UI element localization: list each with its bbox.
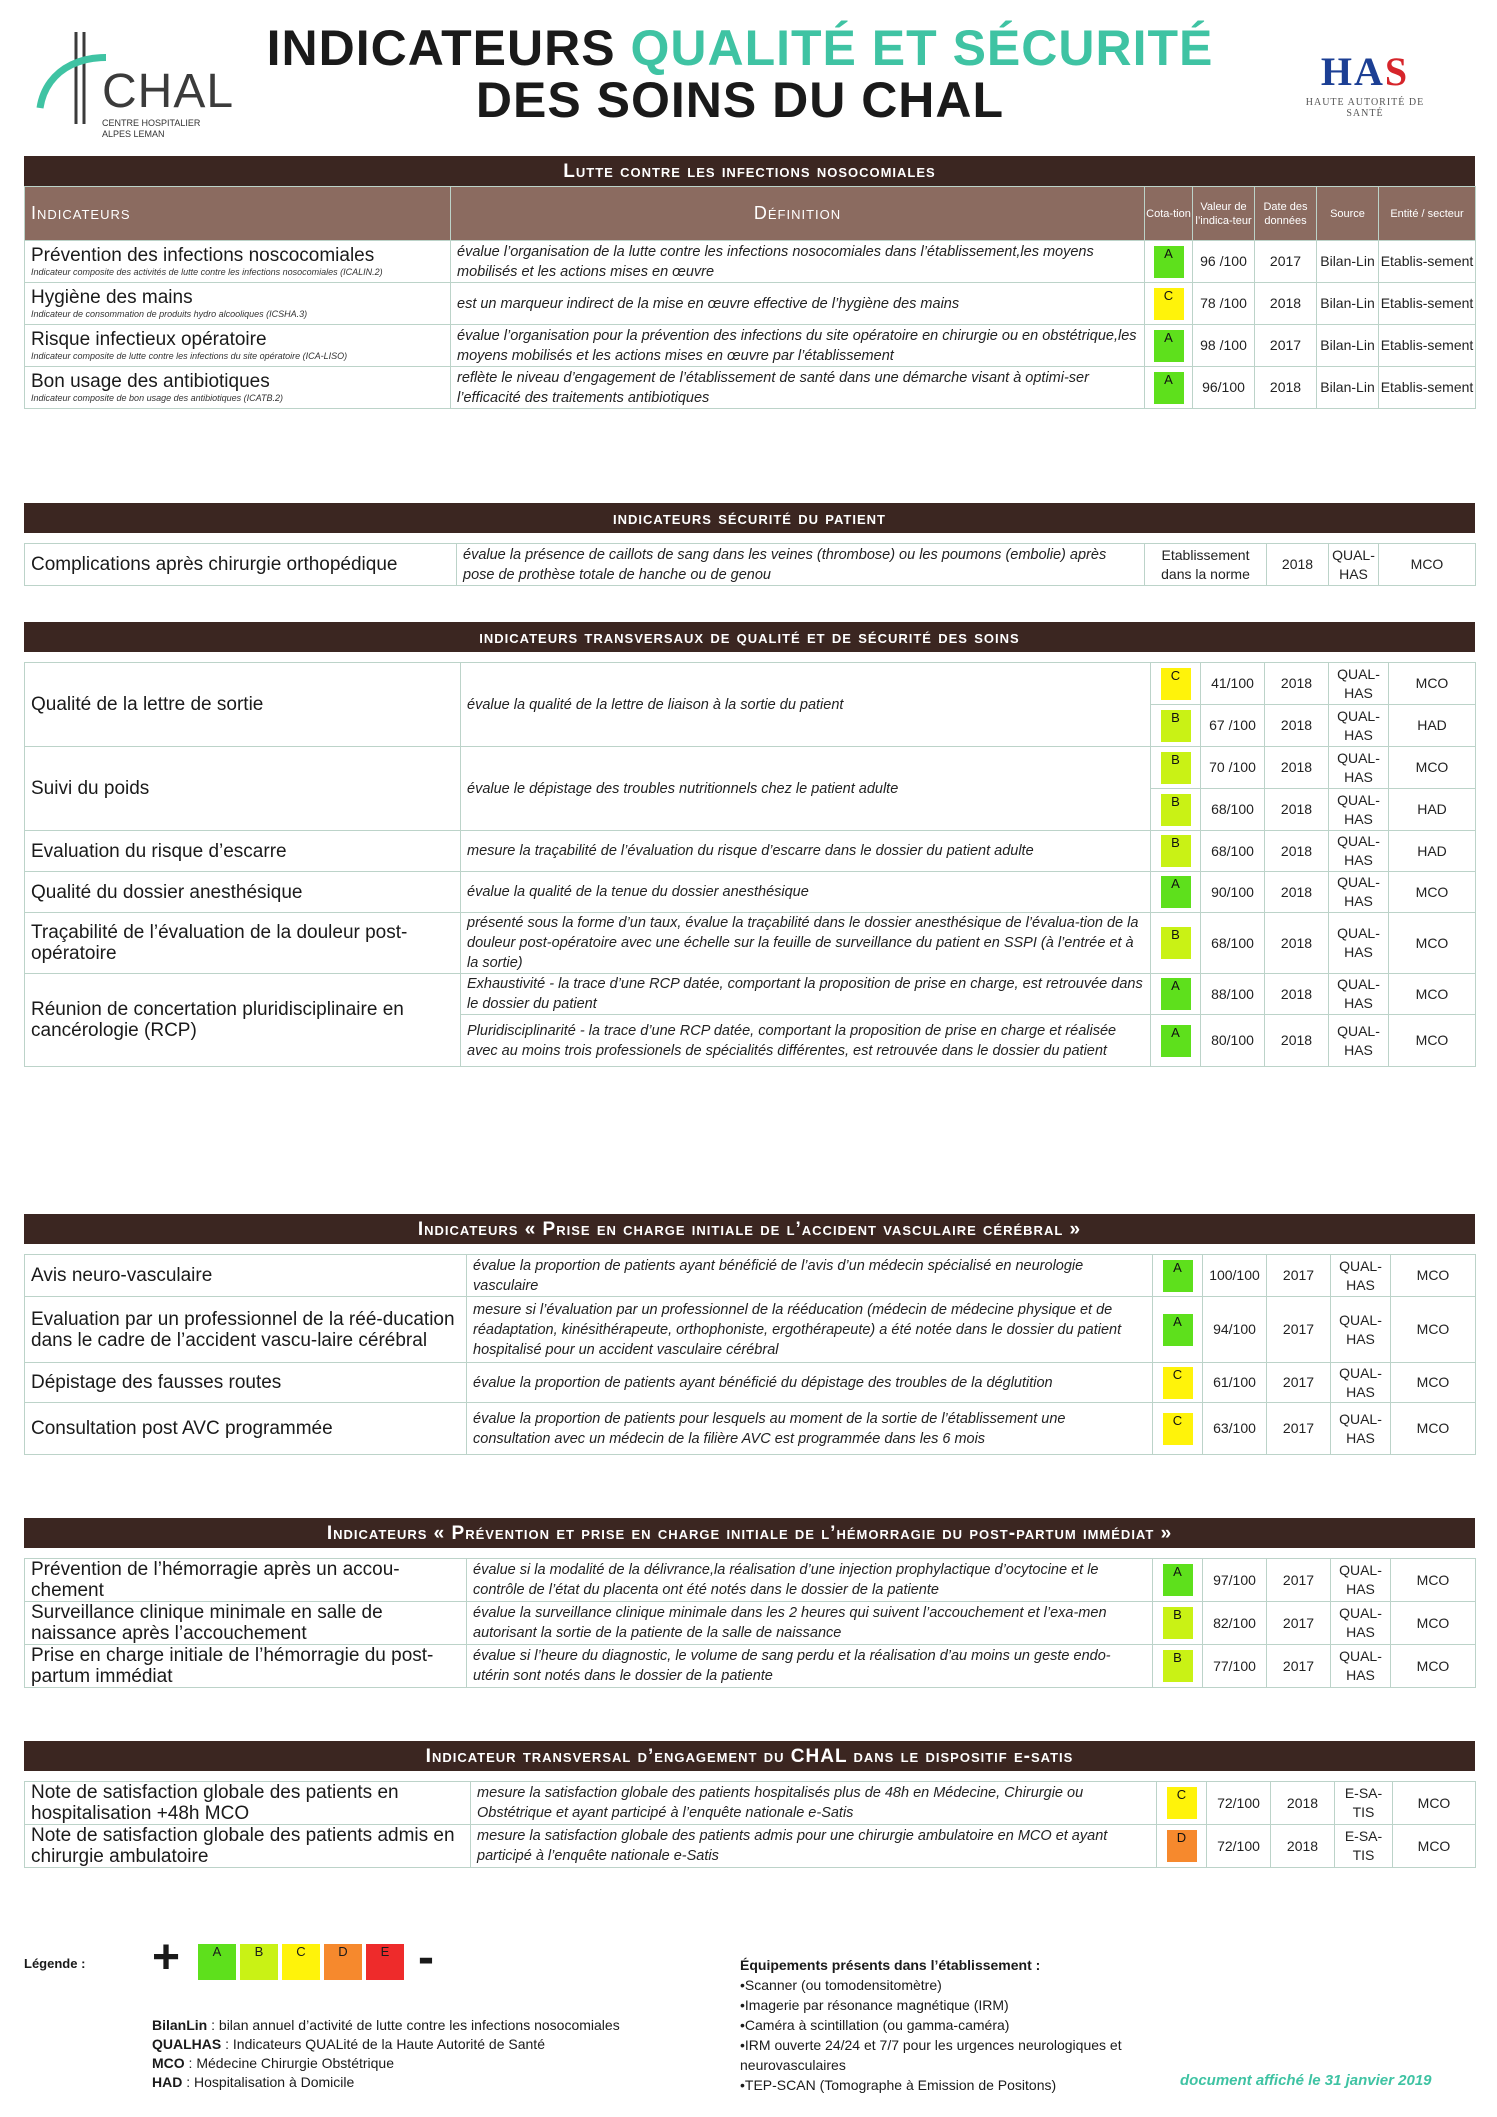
entity-cell: MCO — [1391, 1363, 1476, 1403]
cotation-cell — [1151, 663, 1201, 705]
entity-cell: MCO — [1391, 1559, 1476, 1602]
indicator-name: Consultation post AVC programmée — [25, 1403, 467, 1455]
legend-label: Légende : — [24, 1956, 86, 1971]
equipment-item: • Caméra à scintillation (ou gamma-caméra) — [740, 2015, 1180, 2035]
cotation-cell — [1145, 367, 1193, 409]
legend-minus: - — [418, 1931, 434, 1984]
entity-cell: Etablis-sement — [1379, 367, 1476, 409]
grade-badge: C — [1163, 1413, 1193, 1445]
entity-cell: MCO — [1391, 1403, 1476, 1455]
table-row — [25, 872, 1476, 913]
indicator-definition: mesure la satisfaction globale des patients admis pour une chirurgie ambulatoire en MCO et ayant participé à l’enquête nationale e-Satis — [471, 1825, 1157, 1868]
indicator-name — [25, 367, 451, 409]
value-cell: 78 /100 — [1193, 283, 1255, 325]
value-cell: 72/100 — [1207, 1825, 1271, 1868]
entity-cell: MCO — [1379, 544, 1476, 586]
value-cell: 77/100 — [1203, 1645, 1267, 1688]
entity-cell: MCO — [1391, 1645, 1476, 1688]
indicator-title: Bon usage des antibiotiques — [31, 371, 270, 392]
header-cotation: Cota-tion — [1145, 187, 1193, 241]
cotation-cell — [1151, 705, 1201, 747]
entity-cell: MCO — [1389, 747, 1476, 789]
source-cell: QUAL-HAS — [1329, 663, 1389, 705]
has-logo-letters: HA — [1320, 49, 1385, 94]
table-row — [25, 663, 1476, 705]
source-cell: QUAL-HAS — [1331, 1255, 1391, 1297]
year-cell: 2018 — [1265, 789, 1329, 831]
indicator-definition: est un marqueur indirect de la mise en œuvre effective de l’hygiène des mains — [451, 283, 1145, 325]
cotation-cell — [1151, 913, 1201, 974]
patient-safety-table — [24, 543, 1476, 586]
indicator-definition: mesure si l’évaluation par un professionnel de la rééducation (médecin de médecine physique et de réadaptation, kinésithérapeute, orthophoniste, ergothérapeute) a été notée dans le dossier du patient hospitalisé pour un accident vasculaire cérébral — [467, 1297, 1153, 1363]
grade-badge: B — [1163, 1607, 1193, 1639]
chal-logo-subtitle-2: ALPES LEMAN — [102, 129, 165, 139]
indicator-definition: évalue la qualité de la tenue du dossier anesthésique — [461, 872, 1151, 913]
indicator-definition: évalue l’organisation pour la prévention des infections du site opératoire en chirurgie ou en obstétrique,les moyens mobilisés et les actions mises en œuvre par l’établissement — [451, 325, 1145, 367]
indicator-subtitle: Indicateur composite de bon usage des antibiotiques (ICATB.2) — [31, 393, 283, 403]
indicator-name: Evaluation du risque d’escarre — [25, 831, 461, 872]
nosocomial-table — [24, 186, 1476, 409]
abbreviation-text: : Hospitalisation à Domicile — [182, 2074, 355, 2090]
table-row — [25, 1602, 1476, 1645]
entity-cell: HAD — [1389, 705, 1476, 747]
value-cell: 80/100 — [1201, 1015, 1265, 1067]
entity-cell: MCO — [1393, 1825, 1476, 1868]
indicator-name: Qualité de la lettre de sortie — [25, 663, 461, 747]
cotation-cell — [1153, 1602, 1203, 1645]
entity-cell: Etablis-sement — [1379, 241, 1476, 283]
value-cell: 68/100 — [1201, 913, 1265, 974]
source-cell: Bilan-Lin — [1317, 283, 1379, 325]
year-cell: 2018 — [1271, 1782, 1335, 1825]
chal-logo-subtitle-1: CENTRE HOSPITALIER — [102, 118, 201, 128]
indicator-definition: évalue la proportion de patients pour lesquels au moment de la sortie de l’établissement une consultation avec un médecin de la filière AVC est programmée dans les 6 mois — [467, 1403, 1153, 1455]
indicator-definition: mesure la satisfaction globale des patients hospitalisés plus de 48h en Médecine, Chirurgie ou Obstétrique et ayant participé à l’enquête nationale e-Satis — [471, 1782, 1157, 1825]
grade-badge: A — [1154, 330, 1184, 362]
year-cell: 2017 — [1267, 1297, 1331, 1363]
section-title: Indicateur transversal d’engagement du CHAL dans le dispositif e-satis — [24, 1741, 1475, 1771]
section-title: indicateurs sécurité du patient — [24, 503, 1475, 533]
value-cell: 100/100 — [1203, 1255, 1267, 1297]
source-cell: E-SA-TIS — [1335, 1782, 1393, 1825]
abbreviation-key: QUALHAS — [152, 2036, 222, 2052]
grade-badge: B — [1161, 835, 1191, 867]
year-cell: 2018 — [1265, 831, 1329, 872]
cotation-cell — [1151, 1015, 1201, 1067]
cotation-cell — [1151, 974, 1201, 1015]
source-cell: QUAL-HAS — [1329, 705, 1389, 747]
source-cell: QUAL-HAS — [1331, 1363, 1391, 1403]
year-cell: 2017 — [1267, 1255, 1331, 1297]
cotation-cell — [1151, 789, 1201, 831]
abbreviation-line — [152, 2054, 620, 2073]
result-cell: Etablissement dans la norme — [1145, 544, 1267, 586]
equipment-item: • Scanner (ou tomodensitomètre) — [740, 1975, 1180, 1995]
grade-badge: A — [1161, 978, 1191, 1010]
grade-badge: A — [1161, 1025, 1191, 1057]
table-row — [25, 544, 1476, 586]
value-cell: 63/100 — [1203, 1403, 1267, 1455]
abbreviation-text: : Médecine Chirurgie Obstétrique — [184, 2055, 394, 2071]
indicator-name: Avis neuro-vasculaire — [25, 1255, 467, 1297]
equipment-item: • IRM ouverte 24/24 et 7/7 pour les urgences neurologiques et neurovasculaires — [740, 2035, 1180, 2075]
legend-plus: + — [152, 1931, 181, 1984]
legend-grade-d: D — [322, 1942, 364, 1982]
page-header — [0, 0, 1497, 150]
cotation-cell — [1153, 1403, 1203, 1455]
page-title — [240, 22, 1240, 126]
grade-badge: C — [1163, 1367, 1193, 1399]
year-cell: 2017 — [1267, 1602, 1331, 1645]
equipment-list — [740, 1975, 1180, 2095]
source-cell: QUAL-HAS — [1329, 789, 1389, 831]
source-cell: Bilan-Lin — [1317, 367, 1379, 409]
title-line1-green: QUALITÉ ET SÉCURITÉ — [630, 20, 1214, 76]
section-nosocomial — [24, 156, 1475, 409]
section-hpp — [24, 1518, 1475, 1688]
cotation-cell — [1153, 1559, 1203, 1602]
abbreviation-line — [152, 2073, 620, 2092]
year-cell: 2018 — [1265, 913, 1329, 974]
grade-badge: C — [1161, 668, 1191, 700]
entity-cell: HAD — [1389, 831, 1476, 872]
grade-badge: B — [1161, 710, 1191, 742]
grade-badge: C — [1167, 1787, 1197, 1819]
indicator-definition: évalue la proportion de patients ayant bénéficié de l’avis d’un médecin spécialisé en neurologie vasculaire — [467, 1255, 1153, 1297]
source-cell: QUAL-HAS — [1331, 1559, 1391, 1602]
year-cell: 2018 — [1271, 1825, 1335, 1868]
year-cell: 2018 — [1255, 283, 1317, 325]
indicator-name: Suivi du poids — [25, 747, 461, 831]
cotation-cell — [1153, 1645, 1203, 1688]
value-cell: 72/100 — [1207, 1782, 1271, 1825]
source-cell: QUAL-HAS — [1329, 974, 1389, 1015]
section-title: Lutte contre les infections nosocomiales — [24, 156, 1475, 186]
year-cell: 2017 — [1267, 1559, 1331, 1602]
indicator-definition: évalue si la modalité de la délivrance,la réalisation d’une injection prophylactique d’ocytocine et le contrôle de l’état du placenta ont été notés dans le dossier de la patiente — [467, 1559, 1153, 1602]
year-cell: 2018 — [1265, 663, 1329, 705]
section-avc — [24, 1214, 1475, 1455]
indicator-name: Prise en charge initiale de l’hémorragie du post-partum immédiat — [25, 1645, 467, 1688]
hpp-table — [24, 1558, 1476, 1688]
year-cell: 2018 — [1265, 1015, 1329, 1067]
entity-cell: MCO — [1389, 974, 1476, 1015]
value-cell: 90/100 — [1201, 872, 1265, 913]
value-cell: 67 /100 — [1201, 705, 1265, 747]
indicator-definition: évalue si l’heure du diagnostic, le volume de sang perdu et la réalisation d’au moins un geste endo-utérin sont notés dans le dossier de la patiente — [467, 1645, 1153, 1688]
source-cell: Bilan-Lin — [1317, 241, 1379, 283]
cotation-cell — [1153, 1297, 1203, 1363]
indicator-definition: reflète le niveau d’engagement de l’établissement de santé dans une démarche visant à optimi-ser l’efficacité des traitements antibiotiques — [451, 367, 1145, 409]
abbreviation-line — [152, 2016, 620, 2035]
table-row — [25, 747, 1476, 789]
table-row — [25, 1645, 1476, 1688]
year-cell: 2017 — [1267, 1645, 1331, 1688]
indicator-definition: évalue la surveillance clinique minimale dans les 2 heures qui suivent l’accouchement et l’exa-men autorisant la sortie de la patiente de la salle de naissance — [467, 1602, 1153, 1645]
indicator-name: Complications après chirurgie orthopédique — [25, 544, 457, 586]
section-transversal — [24, 622, 1475, 1067]
value-cell: 88/100 — [1201, 974, 1265, 1015]
year-cell: 2017 — [1255, 325, 1317, 367]
indicator-subtitle: Indicateur composite des activités de lutte contre les infections nosocomiales (ICALIN.2) — [31, 267, 383, 277]
header-source: Source — [1317, 187, 1379, 241]
abbreviations — [152, 2016, 620, 2092]
section-esatis — [24, 1741, 1475, 1868]
source-cell: QUAL-HAS — [1331, 1645, 1391, 1688]
abbreviation-key: BilanLin — [152, 2017, 208, 2033]
cotation-cell — [1145, 283, 1193, 325]
source-cell: QUAL-HAS — [1329, 872, 1389, 913]
transversal-table — [24, 662, 1476, 1067]
value-cell: 68/100 — [1201, 789, 1265, 831]
table-row — [25, 325, 1476, 367]
entity-cell: HAD — [1389, 789, 1476, 831]
year-cell: 2018 — [1267, 544, 1329, 586]
source-cell: QUAL-HAS — [1329, 747, 1389, 789]
entity-cell: MCO — [1389, 872, 1476, 913]
table-row — [25, 1297, 1476, 1363]
grade-badge: A — [1163, 1314, 1193, 1346]
cotation-cell — [1153, 1363, 1203, 1403]
indicator-definition: mesure la traçabilité de l’évaluation du risque d’escarre dans le dossier du patient adulte — [461, 831, 1151, 872]
entity-cell: MCO — [1389, 1015, 1476, 1067]
title-line2: DES SOINS DU CHAL — [475, 72, 1005, 128]
value-cell: 96/100 — [1193, 367, 1255, 409]
abbreviation-text: : bilan annuel d’activité de lutte contre les infections nosocomiales — [207, 2017, 620, 2033]
grade-badge: B — [1161, 794, 1191, 826]
entity-cell: MCO — [1391, 1297, 1476, 1363]
source-cell: QUAL-HAS — [1331, 1297, 1391, 1363]
year-cell: 2018 — [1265, 974, 1329, 1015]
indicator-title: Hygiène des mains — [31, 287, 193, 308]
table-row — [25, 1559, 1476, 1602]
indicator-name: Dépistage des fausses routes — [25, 1363, 467, 1403]
indicator-name: Prévention de l’hémorragie après un accou-chement — [25, 1559, 467, 1602]
header-indicateurs: Indicateurs — [25, 187, 451, 241]
indicator-name — [25, 325, 451, 367]
indicator-name: Evaluation par un professionnel de la réé-ducation dans le cadre de l’accident vascu-laire cérébral — [25, 1297, 467, 1363]
grade-badge: A — [1163, 1564, 1193, 1596]
cotation-cell — [1153, 1255, 1203, 1297]
title-line1-black: INDICATEURS — [266, 20, 631, 76]
table-row — [25, 1255, 1476, 1297]
source-cell: QUAL-HAS — [1329, 831, 1389, 872]
year-cell: 2018 — [1265, 705, 1329, 747]
cotation-cell — [1151, 872, 1201, 913]
section-patient-safety — [24, 503, 1475, 586]
header-valeur: Valeur de l’indica-teur — [1193, 187, 1255, 241]
indicator-definition: Exhaustivité - la trace d’une RCP datée, comportant la proposition de prise en charge, est retrouvée dans le dossier du patient — [461, 974, 1151, 1015]
grade-badge: B — [1161, 927, 1191, 959]
indicator-name: Qualité du dossier anesthésique — [25, 872, 461, 913]
table-row — [25, 974, 1476, 1015]
avc-table — [24, 1254, 1476, 1455]
indicator-name: Note de satisfaction globale des patients en hospitalisation +48h MCO — [25, 1782, 471, 1825]
header-entite: Entité / secteur — [1379, 187, 1476, 241]
source-cell: QUAL-HAS — [1331, 1403, 1391, 1455]
indicator-definition: évalue la proportion de patients ayant bénéficié du dépistage des troubles de la déglutition — [467, 1363, 1153, 1403]
source-cell: QUAL-HAS — [1329, 913, 1389, 974]
section-title: Indicateurs « Prévention et prise en charge initiale de l’hémorragie du post-partum immédiat » — [24, 1518, 1475, 1548]
table-header-row — [25, 187, 1476, 241]
table-row — [25, 831, 1476, 872]
grade-badge: A — [1154, 372, 1184, 404]
table-row — [25, 1363, 1476, 1403]
chal-logo-mark — [36, 28, 106, 138]
grade-badge: A — [1154, 246, 1184, 278]
has-logo-subtitle: HAUTE AUTORITÉ DE SANTÉ — [1305, 97, 1425, 119]
grade-badge: A — [1161, 876, 1191, 908]
indicator-name — [25, 283, 451, 325]
document-date: document affiché le 31 janvier 2019 — [1180, 2072, 1432, 2089]
indicator-title: Prévention des infections noscocomiales — [31, 245, 375, 266]
grade-badge: A — [1163, 1260, 1193, 1292]
table-row — [25, 913, 1476, 974]
year-cell: 2018 — [1255, 367, 1317, 409]
source-cell: QUAL-HAS — [1329, 544, 1379, 586]
header-date: Date des données — [1255, 187, 1317, 241]
grade-badge: B — [1161, 752, 1191, 784]
abbreviation-key: MCO — [152, 2055, 185, 2071]
table-row — [25, 241, 1476, 283]
abbreviation-key: HAD — [152, 2074, 183, 2090]
value-cell: 82/100 — [1203, 1602, 1267, 1645]
grade-badge: B — [1163, 1650, 1193, 1682]
legend-grade-b: B — [238, 1942, 280, 1982]
legend-scale — [196, 1942, 406, 1982]
legend-grade-c: C — [280, 1942, 322, 1982]
entity-cell: MCO — [1389, 663, 1476, 705]
indicator-name: Réunion de concertation pluridisciplinaire en cancérologie (RCP) — [25, 974, 461, 1067]
year-cell: 2018 — [1265, 747, 1329, 789]
header-definition: Définition — [451, 187, 1145, 241]
indicator-definition: évalue la présence de caillots de sang dans les veines (thrombose) ou les poumons (embolie) après pose de prothèse totale de hanche ou de genou — [457, 544, 1145, 586]
source-cell: QUAL-HAS — [1329, 1015, 1389, 1067]
indicator-definition: évalue l’organisation de la lutte contre les infections nosocomiales dans l’établissement,les moyens mobilisés et les actions mises en œuvre — [451, 241, 1145, 283]
cotation-cell — [1157, 1825, 1207, 1868]
grade-badge: C — [1154, 288, 1184, 320]
has-logo-letter-s: S — [1384, 49, 1410, 94]
table-row — [25, 1782, 1476, 1825]
indicator-definition: évalue la qualité de la lettre de liaison à la sortie du patient — [461, 663, 1151, 747]
table-row — [25, 367, 1476, 409]
equipment — [740, 1955, 1180, 2095]
table-row — [25, 283, 1476, 325]
value-cell: 70 /100 — [1201, 747, 1265, 789]
equipment-item: • Imagerie par résonance magnétique (IRM) — [740, 1995, 1180, 2015]
value-cell: 41/100 — [1201, 663, 1265, 705]
indicator-title: Risque infectieux opératoire — [31, 329, 267, 350]
year-cell: 2017 — [1267, 1403, 1331, 1455]
esatis-table — [24, 1781, 1476, 1868]
indicator-name — [25, 241, 451, 283]
abbreviation-text: : Indicateurs QUALité de la Haute Autorité de Santé — [221, 2036, 545, 2052]
has-logo — [1290, 48, 1440, 118]
section-title: indicateurs transversaux de qualité et de sécurité des soins — [24, 622, 1475, 652]
entity-cell: MCO — [1393, 1782, 1476, 1825]
cotation-cell — [1151, 747, 1201, 789]
chal-logo — [36, 28, 235, 139]
year-cell: 2018 — [1265, 872, 1329, 913]
legend-grade-e: E — [364, 1942, 406, 1982]
indicator-name: Traçabilité de l’évaluation de la douleur post-opératoire — [25, 913, 461, 974]
value-cell: 98 /100 — [1193, 325, 1255, 367]
legend-grade-a: A — [196, 1942, 238, 1982]
year-cell: 2017 — [1255, 241, 1317, 283]
has-logo-word — [1290, 48, 1440, 95]
indicator-definition: présenté sous la forme d’un taux, évalue la traçabilité dans le dossier anesthésique de l’évalua-tion de la douleur post-opératoire avec une échelle sur la feuille de surveillance du patient en SSPI (à l’entrée et à la sortie) — [461, 913, 1151, 974]
indicator-subtitle: Indicateur composite de lutte contre les infections du site opératoire (ICA-LISO) — [31, 351, 348, 361]
equipment-item: • TEP-SCAN (Tomographe à Emission de Positons) — [740, 2075, 1180, 2095]
value-cell: 96 /100 — [1193, 241, 1255, 283]
entity-cell: MCO — [1389, 913, 1476, 974]
chal-logo-word: CHAL — [102, 65, 235, 118]
entity-cell: Etablis-sement — [1379, 325, 1476, 367]
value-cell: 94/100 — [1203, 1297, 1267, 1363]
entity-cell: MCO — [1391, 1602, 1476, 1645]
table-row — [25, 1825, 1476, 1868]
value-cell: 97/100 — [1203, 1559, 1267, 1602]
equipment-title: Équipements présents dans l’établissement : — [740, 1957, 1041, 1973]
indicator-name: Note de satisfaction globale des patients admis en chirurgie ambulatoire — [25, 1825, 471, 1868]
year-cell: 2017 — [1267, 1363, 1331, 1403]
indicator-subtitle: Indicateur de consommation de produits hydro alcooliques (ICSHA.3) — [31, 309, 308, 319]
entity-cell: Etablis-sement — [1379, 283, 1476, 325]
cotation-cell — [1145, 325, 1193, 367]
value-cell: 68/100 — [1201, 831, 1265, 872]
table-row — [25, 1403, 1476, 1455]
cotation-cell — [1145, 241, 1193, 283]
source-cell: Bilan-Lin — [1317, 325, 1379, 367]
source-cell: QUAL-HAS — [1331, 1602, 1391, 1645]
indicator-definition: évalue le dépistage des troubles nutritionnels chez le patient adulte — [461, 747, 1151, 831]
indicator-name: Surveillance clinique minimale en salle de naissance après l’accouchement — [25, 1602, 467, 1645]
value-cell: 61/100 — [1203, 1363, 1267, 1403]
section-title: Indicateurs « Prise en charge initiale de l’accident vasculaire cérébral » — [24, 1214, 1475, 1244]
source-cell: E-SA-TIS — [1335, 1825, 1393, 1868]
cotation-cell — [1151, 831, 1201, 872]
abbreviation-line — [152, 2035, 620, 2054]
indicator-definition: Pluridisciplinarité - la trace d’une RCP datée, comportant la proposition de prise en charge et réalisée avec au moins trois professionels de spécialités différentes, est retrouvée dans le dossier du patient — [461, 1015, 1151, 1067]
cotation-cell — [1157, 1782, 1207, 1825]
entity-cell: MCO — [1391, 1255, 1476, 1297]
grade-badge: D — [1167, 1830, 1197, 1862]
